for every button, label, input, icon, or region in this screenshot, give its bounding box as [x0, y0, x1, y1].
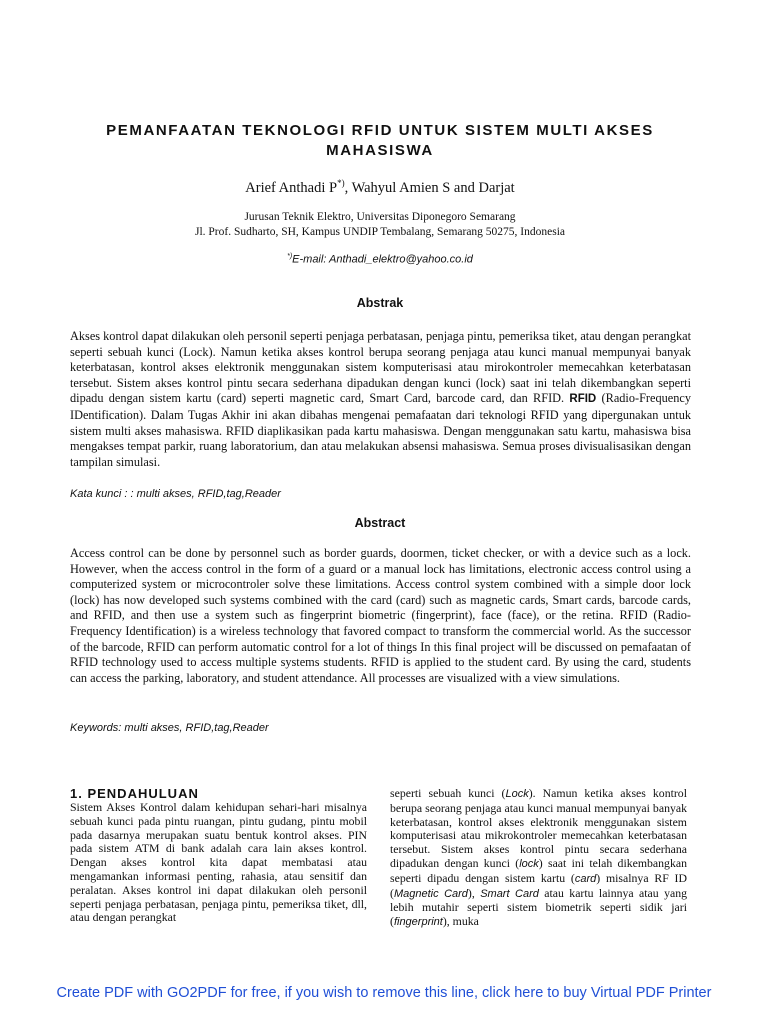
- abstract-body: Access control can be done by personnel such as border guards, doormen, ticket checker, or with a device such as a lock. However, when the access control in the form of a guard or a manual lock has limitations, electronic access control using a computerized system or microcontroler solve these limitations. Access control system combined with a simple door lock (lock) has now developed such systems combined with the card (card) such as magnetic cards, Smart cards, barcode cards, and RFID, and then use a system such as fingerprint biometric (fingerprint), face (face), or the retina. RFID (Radio-Frequency Identification) is a wireless technology that favored compact to transform the commercial world. As the successor of the barcode, RFID can perform automatic control for a lot of things In this final project will be discussed on pemafaatan of RFID technology used to access multiple systems students. RFID is applied to the student card. By using the card, students can access the parking, laboratory, and student attendance. All processes are visualized with a view simulations.: [70, 546, 691, 685]
- author-mark: *): [337, 178, 345, 188]
- smart-card-term: Smart Card: [480, 887, 539, 900]
- affiliation: [70, 210, 690, 240]
- lock-term: Lock: [505, 788, 529, 800]
- right-text-2: ). Namun ketika akses kontrol berupa seorang penjaga atau kunci manual mempunyai banyak keterbatasan, kontrol akses elektronik menggunakan sistem komputerisasi atau mikrokontroler memecahkan keterbatasan tersebut. Sistem akses kontrol pintu secara sederhana dipadukan dengan kunci (: [390, 786, 687, 870]
- card-term: card: [574, 872, 597, 885]
- abstrak-rfid-bold: RFID: [569, 393, 597, 406]
- title-line-2: MAHASISWA: [326, 142, 434, 159]
- email-mark: *): [287, 253, 293, 260]
- abstrak-body: [70, 329, 691, 470]
- right-text-3: ) saat ini telah dikembangkan seperti dipadu dengan sistem kartu (: [390, 855, 687, 885]
- title-line-1: PEMANFAATAN TEKNOLOGI RFID UNTUK SISTEM MULTI AKSES: [106, 122, 654, 139]
- abstrak-keywords: Kata kunci : : multi akses, RFID,tag,Reader: [70, 488, 281, 500]
- left-column-text: Sistem Akses Kontrol dalam kehidupan sehari-hari misalnya sebuah kunci pada pintu ruangan, pintu gudang, pintu mobil pada dasarnya merupakan suatu bentuk kontrol akses. PIN pada sistem ATM di bank adalah cara lain akses kontrol. Dengan akses kontrol kita dapat membatasi atau mengamankan informasi penting, rahasia, atau sensitif dan peralatan. Akses kontrol ini dapat dilakukan oleh personil seperti penjaga perbatasan, penjaga pintu, pemeriksa tiket, dll, atau dengan perangkat: [70, 800, 367, 925]
- section-heading: 1. PENDAHULUAN: [70, 786, 199, 801]
- right-text-5: ),: [467, 885, 481, 900]
- abstrak-heading: Abstrak: [356, 296, 404, 310]
- abstrak-text-2: (Radio-Frequency IDentification). Dalam Tugas Akhir ini akan dibahas mengenai pemafaatan dari teknologi RFID yang dipergunakan untuk sistem multi akses mahasiswa. RFID diaplikasikan pada kartu mahasiswa. Dengan menggunakan satu kartu, mahasiswa bisa mengakses tempat parkir, ruang laboratorium, dan atau melakukan absensi mahasiswa. Semua proses divisualisasikan dengan tampilan simulasi.: [70, 391, 691, 469]
- abstract-keywords: Keywords: multi akses, RFID,tag,Reader: [70, 722, 269, 734]
- abstrak-text-1: Akses kontrol dapat dilakukan oleh personil seperti penjaga perbatasan, penjaga pintu, pemeriksa tiket, atau dengan perangkat seperti sebuah kunci (Lock). Namun ketika akses kontrol berupa seorang penjaga atau kunci manual mempunyai banyak keterbatasan, kontrol akses elektronik menggunakan sistem komputerisasi atau mirokontroler memecahkan keterbatasan tersebut. Sistem akses kontrol pintu secara sederhana dipadukan dengan kunci (lock) saat ini telah dikembangkan seperti dipadu dengan sistem kartu (card) seperti magnetic card, Smart Card, barcode card, dan RFID.: [70, 329, 691, 406]
- fingerprint-term: fingerprint: [393, 916, 443, 929]
- abstract-heading: Abstract: [354, 516, 406, 530]
- email-line: [70, 253, 690, 266]
- right-text-4: ) misalnya RF ID (: [390, 870, 687, 900]
- magnetic-card-term: Magnetic Card: [393, 887, 468, 900]
- right-text-1: seperti sebuah kunci (: [390, 786, 506, 800]
- authors-rest: , Wahyul Amien S and Darjat: [344, 179, 515, 196]
- paper-title: [70, 121, 690, 161]
- affiliation-line-2: Jl. Prof. Sudharto, SH, Kampus UNDIP Tembalang, Semarang 50275, Indonesia: [194, 226, 566, 238]
- right-text-7: ), muka: [442, 914, 479, 929]
- email-text: E-mail: Anthadi_elektro@yahoo.co.id: [292, 253, 473, 266]
- right-text-6: atau kartu lainnya atau yang lebih mutahir seperti sistem biometrik seperti sidik jari (: [390, 885, 687, 929]
- author-first: Arief Anthadi P: [245, 179, 338, 196]
- right-column-text: [390, 787, 687, 930]
- authors: [70, 178, 690, 197]
- lock-term-2: lock: [519, 857, 539, 870]
- affiliation-line-1: Jurusan Teknik Elektro, Universitas Diponegoro Semarang: [244, 211, 516, 223]
- go2pdf-footer-link[interactable]: Create PDF with GO2PDF for free, if you wish to remove this line, click here to buy Virtual PDF Printer: [56, 985, 712, 1001]
